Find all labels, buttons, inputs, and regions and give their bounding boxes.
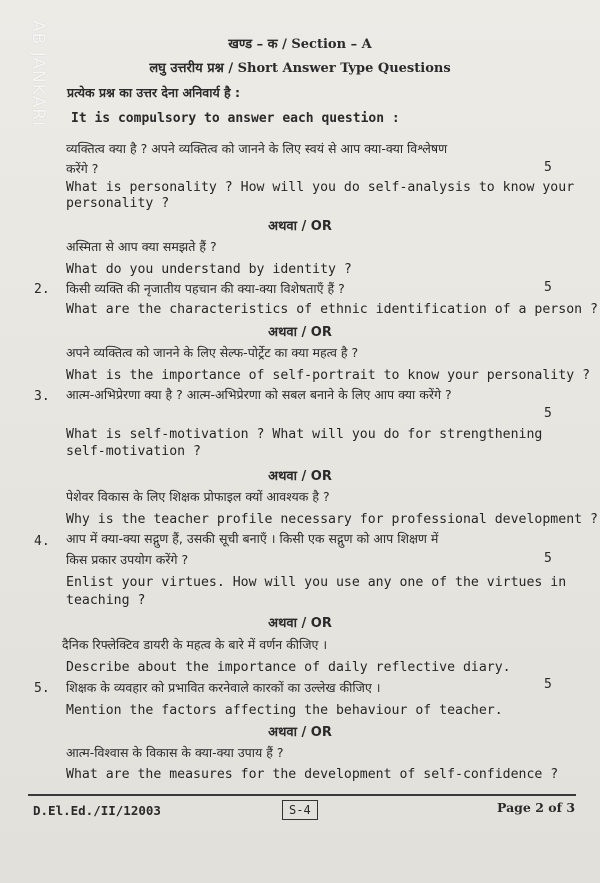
q5-or: अथवा / OR	[268, 725, 332, 740]
instruction-english: It is compulsory to answer each question :	[71, 111, 400, 126]
q2-marks: 5	[544, 280, 552, 295]
q3-or: अथवा / OR	[268, 469, 332, 484]
q4-alt-english: Describe about the importance of daily reflective diary.	[66, 660, 511, 675]
q3-hindi: आत्म-अभिप्रेरणा क्या है ? आत्म-अभिप्रेरणा को सबल बनाने के लिए आप क्या करेंगे ?	[66, 387, 452, 402]
q4-marks: 5	[544, 551, 552, 566]
q4-number: 4.	[34, 534, 50, 549]
q5-marks: 5	[544, 677, 552, 692]
q4-or: अथवा / OR	[268, 616, 332, 631]
q4-hindi-line2: किस प्रकार उपयोग करेंगे ?	[66, 552, 189, 567]
q5-hindi: शिक्षक के व्यवहार को प्रभावित करनेवाले कारकों का उल्लेख कीजिए ।	[66, 680, 381, 695]
q3-alt-english: Why is the teacher profile necessary for professional development ?	[66, 512, 598, 527]
q1-english-line2: personality ?	[66, 196, 170, 211]
section-subtitle: लघु उत्तरीय प्रश्न / Short Answer Type Questions	[149, 61, 451, 76]
q3-alt-hindi: पेशेवर विकास के लिए शिक्षक प्रोफाइल क्यों आवश्यक है ?	[66, 489, 330, 504]
q3-marks: 5	[544, 406, 552, 421]
footer-rule	[28, 794, 576, 796]
q1-marks: 5	[544, 160, 552, 175]
q4-hindi-line1: आप में क्या-क्या सद्गुण हैं, उसकी सूची बनाएँ । किसी एक सद्गुण को आप शिक्षण में	[66, 531, 439, 546]
q2-alt-hindi: अपने व्यक्तित्व को जानने के लिए सेल्फ-पोर्ट्रेट का क्या महत्व है ?	[66, 345, 359, 360]
q4-english-line1: Enlist your virtues. How will you use any one of the virtues in	[66, 575, 567, 590]
q1-english-line1: What is personality ? How will you do self-analysis to know your	[66, 180, 575, 195]
q1-hindi-line1: व्यक्तित्व क्या है ? अपने व्यक्तित्व को जानने के लिए स्वयं से आप क्या-क्या विश्लेषण	[66, 141, 448, 156]
q1-or: अथवा / OR	[268, 219, 332, 234]
q1-alt-english: What do you understand by identity ?	[66, 262, 352, 277]
q4-english-line2: teaching ?	[66, 593, 146, 608]
q2-english: What are the characteristics of ethnic identification of a person ?	[66, 302, 598, 317]
instruction-hindi: प्रत्येक प्रश्न का उत्तर देना अनिवार्य है :	[67, 85, 241, 100]
q2-alt-english: What is the importance of self-portrait to know your personality ?	[66, 368, 591, 383]
q2-hindi: किसी व्यक्ति की नृजातीय पहचान की क्या-क्या विशेषताएँ हैं ?	[66, 281, 345, 296]
q5-alt-english: What are the measures for the development of self-confidence ?	[66, 767, 559, 782]
q1-hindi-line2: करेंगे ?	[66, 161, 99, 176]
paper-code: D.El.Ed./II/12003	[33, 803, 161, 818]
q4-alt-hindi: दैनिक रिफ्लेक्टिव डायरी के महत्व के बारे में वर्णन कीजिए ।	[62, 637, 328, 652]
set-code: S-4	[282, 800, 318, 820]
q5-alt-hindi: आत्म-विश्वास के विकास के क्या-क्या उपाय हैं ?	[66, 745, 284, 760]
page-number: Page 2 of 3	[497, 800, 576, 815]
q5-number: 5.	[34, 681, 50, 696]
q2-number: 2.	[34, 282, 50, 297]
q1-alt-hindi: अस्मिता से आप क्या समझते हैं ?	[66, 239, 217, 254]
section-heading: खण्ड – क / Section – A	[228, 37, 372, 52]
watermark: AB JANKARI	[28, 20, 48, 128]
q3-english-line1: What is self-motivation ? What will you do for strengthening	[66, 427, 543, 442]
q3-number: 3.	[34, 389, 50, 404]
q3-english-line2: self-motivation ?	[66, 444, 201, 459]
q2-or: अथवा / OR	[268, 325, 332, 340]
q5-english: Mention the factors affecting the behaviour of teacher.	[66, 703, 503, 718]
